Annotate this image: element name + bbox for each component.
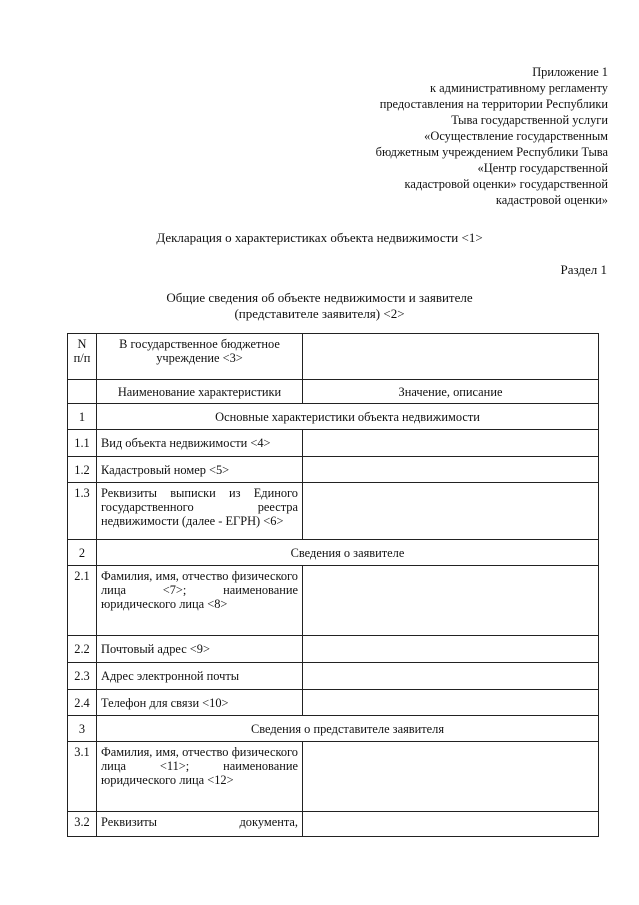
appendix-header <box>278 64 608 208</box>
row-label: Адрес электронной почты <box>97 663 303 690</box>
section-subtitle <box>0 290 639 322</box>
header-line: «Центр государственной <box>477 161 608 175</box>
empty-cell <box>68 380 97 404</box>
institution-cell: В государственное бюджетное учреждение <3> <box>97 334 303 380</box>
table-row <box>68 663 599 690</box>
header-line: кадастровой оценки» <box>495 193 608 207</box>
row-label: Фамилия, имя, отчество физического лица <11>; наименование юридического лица <12> <box>97 742 303 812</box>
table-row <box>68 457 599 483</box>
row-number: 3.1 <box>68 742 97 812</box>
row-label: Фамилия, имя, отчество физического лица <7>; наименование юридического лица <8> <box>97 566 303 636</box>
value-cell[interactable] <box>303 457 599 483</box>
row-number: 1.3 <box>68 483 97 540</box>
section-title: Сведения о представителе заявителя <box>97 716 599 742</box>
column-header-name: Наименование характеристики <box>97 380 303 404</box>
column-header-value: Значение, описание <box>303 380 599 404</box>
value-cell[interactable] <box>303 430 599 457</box>
section-title: Сведения о заявителе <box>97 540 599 566</box>
row-number: 2.3 <box>68 663 97 690</box>
institution-value-cell[interactable] <box>303 334 599 380</box>
value-cell[interactable] <box>303 812 599 837</box>
row-number: 1 <box>68 404 97 430</box>
section-label: Раздел 1 <box>560 262 607 277</box>
row-number: 2.1 <box>68 566 97 636</box>
row-number: 2 <box>68 540 97 566</box>
value-cell[interactable] <box>303 636 599 663</box>
value-cell[interactable] <box>303 742 599 812</box>
table-row <box>68 812 599 837</box>
table-row <box>68 690 599 716</box>
row-number: 2.2 <box>68 636 97 663</box>
row-label-part: документа, <box>239 815 298 829</box>
row-label-part: Реквизиты <box>101 815 157 829</box>
value-cell[interactable] <box>303 690 599 716</box>
table-row <box>68 742 599 812</box>
header-line: предоставления на территории Республики <box>379 97 608 111</box>
row-label: Почтовый адрес <9> <box>97 636 303 663</box>
row-label: Реквизиты выписки из Единого государственного реестра недвижимости (далее - ЕГРН) <6> <box>97 483 303 540</box>
row-number: 1.2 <box>68 457 97 483</box>
section-row <box>68 540 599 566</box>
header-line: кадастровой оценки» государственной <box>404 177 608 191</box>
table-row <box>68 566 599 636</box>
declaration-table <box>67 333 599 837</box>
header-line: «Осуществление государственным <box>424 129 608 143</box>
row-label: Вид объекта недвижимости <4> <box>97 430 303 457</box>
header-line: бюджетным учреждением Республики Тыва <box>375 145 608 159</box>
table-row <box>68 636 599 663</box>
value-cell[interactable] <box>303 663 599 690</box>
subtitle-line-2: (представителе заявителя) <2> <box>234 306 405 321</box>
row-label: Телефон для связи <10> <box>97 690 303 716</box>
row-number: 3 <box>68 716 97 742</box>
header-line: Тыва государственной услуги <box>451 113 608 127</box>
document-title: Декларация о характеристиках объекта недвижимости <1> <box>156 230 483 245</box>
row-label <box>97 812 303 837</box>
row-number: 2.4 <box>68 690 97 716</box>
section-row <box>68 404 599 430</box>
section-row <box>68 716 599 742</box>
row-label: Кадастровый номер <5> <box>97 457 303 483</box>
value-cell[interactable] <box>303 483 599 540</box>
row-number: 3.2 <box>68 812 97 837</box>
num-header-cell: N п/п <box>68 334 97 380</box>
table-row <box>68 380 599 404</box>
subtitle-line-1: Общие сведения об объекте недвижимости и заявителе <box>166 290 473 305</box>
section-title: Основные характеристики объекта недвижимости <box>97 404 599 430</box>
row-number: 1.1 <box>68 430 97 457</box>
table-row <box>68 430 599 457</box>
table-row <box>68 483 599 540</box>
table-row <box>68 334 599 380</box>
value-cell[interactable] <box>303 566 599 636</box>
header-line: к административному регламенту <box>430 81 608 95</box>
header-line: Приложение 1 <box>532 65 608 79</box>
